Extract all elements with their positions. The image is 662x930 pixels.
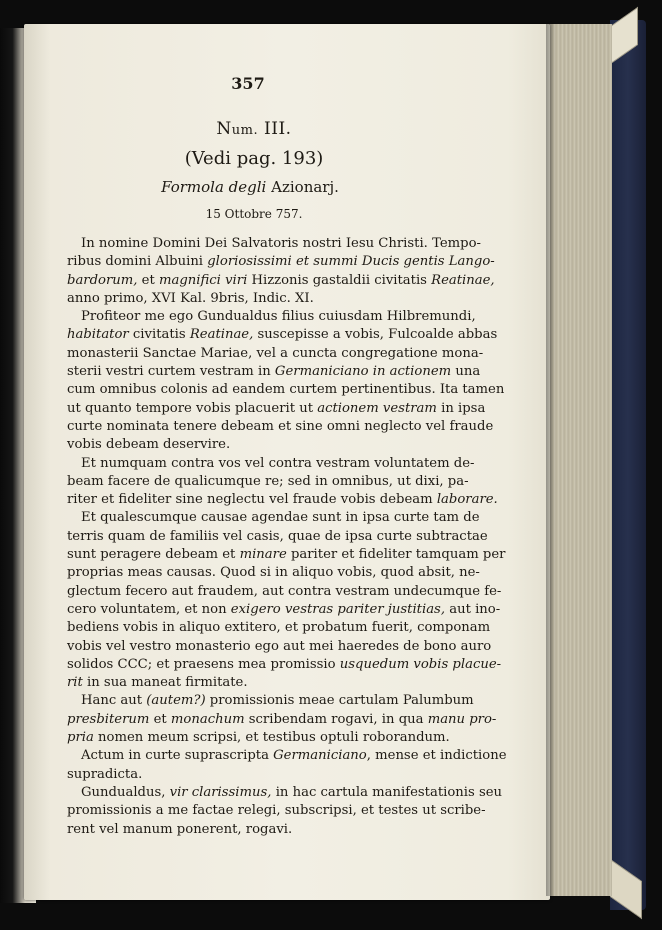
italic-run: magnifici viri — [158, 272, 248, 288]
italic-run: Germaniciano — [273, 748, 367, 764]
italic-run: (autem?) — [146, 693, 206, 709]
text-run: nomen meum scripsi, et testibus optuli roborandum. — [93, 730, 450, 746]
italic-run: laborare. — [436, 492, 498, 508]
text-run: ut quanto tempore vobis placuerit ut — [67, 400, 318, 416]
text-line — [67, 272, 495, 290]
text-run: civitatis — [128, 327, 190, 343]
italic-run: exigero vestras pariter justitias, — [230, 601, 446, 617]
document-title — [120, 178, 380, 196]
text-run: glectum fecero aut fraudem, aut contra vestram undecumque fe- — [67, 583, 502, 599]
text-line — [67, 436, 441, 454]
text-run: , mense et indictione — [366, 748, 507, 764]
text-run: suscepisse a vobis, Fulcoalde abbas — [253, 327, 498, 343]
text-run: aut ino- — [445, 601, 501, 617]
italic-run: habitator — [67, 327, 129, 343]
text-run: Hanc aut — [81, 693, 147, 709]
text-line — [67, 363, 481, 381]
document-number — [154, 119, 354, 139]
italic-run: monachum — [170, 711, 245, 727]
text-line — [67, 692, 474, 710]
text-line — [67, 381, 505, 399]
text-run: proprias meas causas. Quod si in aliquo vobis, quod absit, ne- — [67, 565, 480, 581]
text-run: scribendam rogavi, in qua — [244, 711, 428, 727]
text-run: Et qualescumque causae agendae sunt in ipsa curte tam de — [81, 510, 480, 526]
text-line — [67, 528, 488, 546]
text-line — [67, 802, 486, 820]
text-run: et — [149, 711, 171, 727]
italic-run: usquedum vobis placue- — [339, 656, 502, 672]
text-run: riter et fideliter sine neglectu vel fraude vobis debeam — [67, 492, 437, 508]
text-line — [67, 308, 476, 326]
text-line — [67, 601, 501, 619]
text-run: cum omnibus colonis ad eandem curtem pertinentibus. Ita tamen — [67, 382, 505, 398]
page-number: 357 — [231, 74, 265, 93]
text-run: Hizzonis gastaldii civitatis — [247, 272, 432, 288]
text-run: In nomine Domini Dei Salvatoris nostri Iesu Christi. Tempo- — [81, 236, 481, 251]
text-line — [67, 400, 486, 418]
text-line — [67, 253, 495, 271]
text-run: vobis debeam deservire. — [67, 437, 231, 453]
text-run: vobis vel vestro monasterio ego aut mei haeredes de bono auro — [67, 638, 492, 654]
num-rest: um. — [231, 123, 259, 138]
italic-run: Germaniciano in actionem — [274, 364, 452, 380]
text-line — [67, 638, 492, 656]
text-run: in ipsa — [436, 400, 486, 416]
gutter-shadow — [546, 24, 556, 896]
text-run: cero voluntatem, et non — [67, 601, 231, 617]
text-run: terris quam de familiis vel casis, quae de ipsa curte subtractae — [67, 528, 488, 544]
italic-run: manu pro- — [427, 711, 497, 727]
text-run: sunt peragere debeam et — [67, 547, 240, 563]
num-value: III. — [264, 119, 292, 139]
text-run: in hac cartula manifestationis seu — [271, 784, 503, 800]
italic-run: pria — [67, 730, 94, 746]
italic-run: presbiterum — [67, 711, 150, 727]
text-run: beam facere de qualicumque re; sed in omnibus, ut dixi, pa- — [67, 473, 469, 489]
text-run: una — [451, 364, 481, 380]
italic-run: Reatinae, — [431, 272, 495, 288]
text-line — [67, 455, 475, 473]
text-line — [67, 711, 497, 729]
text-run: anno primo, XVI Kal. 9bris, Indic. XI. — [67, 290, 314, 306]
text-run: monasterii Sanctae Mariae, vel a cuncta congregatione mona- — [67, 345, 484, 361]
right-cover-board — [610, 20, 646, 910]
text-run: solidos CCC; et praesens mea promissio — [67, 656, 340, 672]
text-run: promissionis meae cartulam Palumbum — [205, 693, 474, 709]
title-rest: Azionarj. — [271, 178, 339, 196]
text-run: supradicta. — [67, 766, 143, 782]
text-line — [67, 821, 441, 839]
italic-run: gloriosissimi et summi Ducis gentis Lango- — [207, 254, 495, 270]
text-line — [67, 766, 441, 784]
text-line — [67, 491, 498, 509]
text-line — [67, 564, 480, 582]
text-run: pariter et fideliter tamquam per — [286, 547, 506, 563]
text-line — [67, 418, 494, 436]
text-run: sterii vestri curtem vestram in — [67, 364, 275, 380]
italic-run: minare — [239, 547, 287, 563]
text-run: Actum in curte suprascripta — [81, 748, 274, 764]
text-line — [67, 784, 503, 802]
text-run: Gundualdus, — [81, 784, 170, 800]
text-run: rent vel manum ponerent, rogavi. — [67, 821, 293, 837]
italic-run: bardorum, — [67, 272, 138, 288]
text-line — [67, 583, 502, 601]
text-run: Et numquam contra vos vel contra vestram voluntatem de- — [81, 455, 475, 471]
text-line — [67, 345, 484, 363]
text-line — [67, 729, 450, 747]
text-line — [67, 509, 480, 527]
document-date: 15 Ottobre 757. — [205, 207, 303, 221]
text-line — [67, 674, 441, 692]
text-run: et — [137, 272, 159, 288]
italic-run: actionem vestram — [317, 400, 437, 416]
italic-run: vir clarissimus, — [169, 784, 272, 800]
text-run: ribus domini Albuini — [67, 254, 208, 270]
num-prefix: N — [216, 119, 232, 139]
text-line — [67, 326, 498, 344]
text-line — [67, 546, 506, 564]
italic-run: Reatinae, — [189, 327, 254, 343]
text-run: promissionis a me factae relegi, subscripsi, et testes ut scribe- — [67, 803, 486, 819]
text-line — [67, 473, 469, 491]
text-run: in sua maneat firmitate. — [82, 675, 248, 691]
text-run: Profiteor me ego Gundualdus filius cuiusdam Hilbremundi, — [81, 309, 476, 325]
page-reference: (Vedi pag. 193) — [184, 148, 324, 169]
title-italic: Formola degli — [161, 178, 267, 196]
document-body — [67, 235, 507, 839]
text-line — [67, 290, 441, 308]
italic-run: rit — [67, 675, 83, 691]
text-line — [67, 619, 491, 637]
text-line — [67, 747, 507, 765]
text-line — [67, 235, 481, 253]
text-run: curte nominata tenere debeam et sine omni neglecto vel fraude — [67, 418, 494, 434]
text-line — [67, 656, 502, 674]
text-run: bediens vobis in aliquo extitero, et probatum fuerit, componam — [67, 620, 491, 636]
